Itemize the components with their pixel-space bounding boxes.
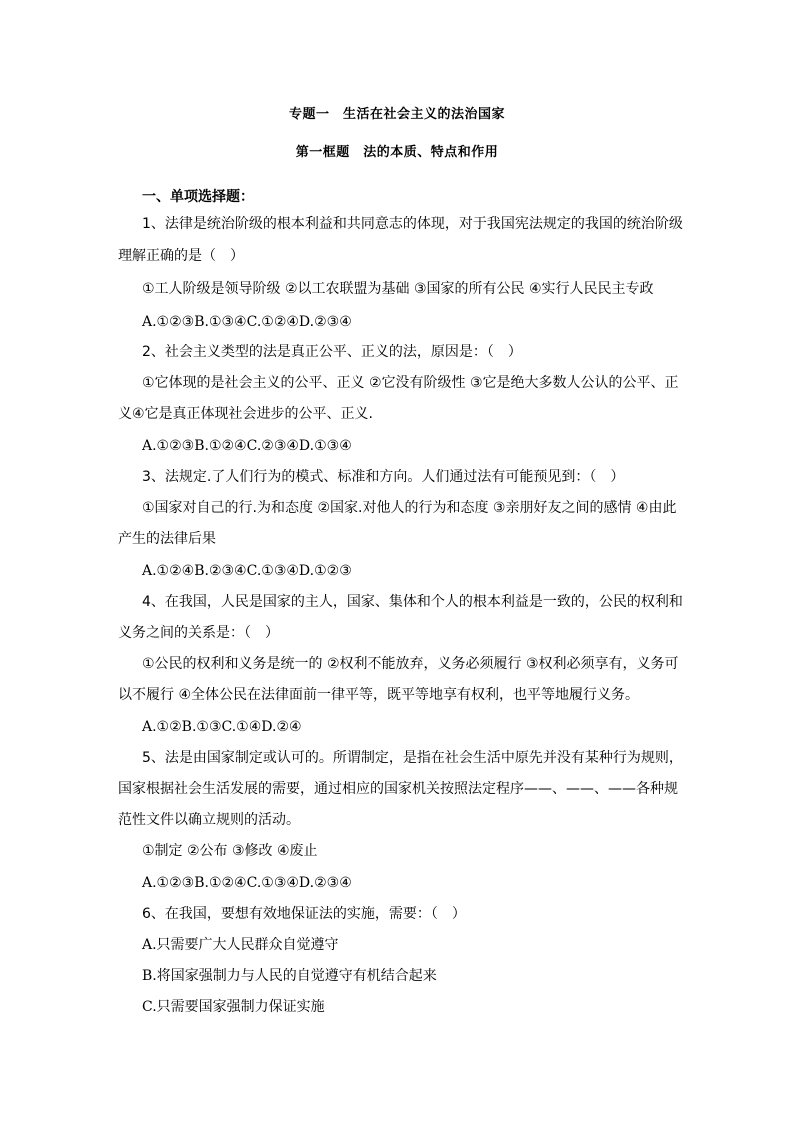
question-6-stem: 6、在我国，要想有效地保证法的实施，需要：（ ） [142,906,466,922]
section-heading: 一、单项选择题： [142,189,254,205]
question-3-stem: 3、法规定.了人们行为的模式、标准和方向。人们通过法有可能预见到：（ ） [142,469,625,485]
question-1-items: ①工人阶级是领导阶级 ②以工农联盟为基础 ③国家的所有公民 ④实行人民民主专政 [142,281,654,297]
question-2-stem: 2、社会主义类型的法是真正公平、正义的法，原因是：（ ） [142,344,522,360]
question-6-option-a: A.只需要广大人民群众自觉遵守 [142,937,339,953]
question-2-items-continued: 义④它是真正体现社会进步的公平、正义. [118,406,373,422]
question-6-option-c: C.只需要国家强制力保证实施 [142,999,325,1015]
question-1-stem-continued: 理解正确的是（ ） [118,248,244,264]
lesson-title: 第一框题 法的本质、特点和作用 [295,145,499,160]
question-2-options: A.①②③B.①②④C.②③④D.①③④ [142,438,352,454]
question-6-option-b: B.将国家强制力与人民的自觉遵守有机结合起来 [142,968,437,984]
question-5-items: ①制定 ②公布 ③修改 ④废止 [142,843,318,859]
question-4-items: ①公民的权利和义务是统一的 ②权利不能放弃，义务必须履行 ③权利必须享有，义务可 [142,656,679,672]
question-5-stem-continued: 国家根据社会生活发展的需要，通过相应的国家机关按照法定程序——、——、——各种规 [118,781,678,797]
question-5-stem: 5、法是由国家制定或认可的。所谓制定，是指在社会生活中原先并没有某种行为规则， [142,750,683,766]
question-5-options: A.①②③B.①②④C.①③④D.②③④ [142,875,352,891]
question-3-items-continued: 产生的法律后果 [118,531,216,547]
question-1-options: A.①②③B.①③④C.①②④D.②③④ [142,314,352,330]
document-title: 专题一 生活在社会主义的法治国家 [288,107,505,122]
question-4-stem: 4、在我国，人民是国家的主人，国家、集体和个人的根本利益是一致的，公民的权利和 [142,594,683,610]
question-4-items-continued: 以不履行 ④全体公民在法律面前一律平等，既平等地享有权利，也平等地履行义务。 [118,687,639,703]
question-5-stem-end: 范性文件以确立规则的活动。 [118,812,300,828]
question-2-items: ①它体现的是社会主义的公平、正义 ②它没有阶级性 ③它是绝大多数人公认的公平、正 [142,375,679,391]
question-3-options: A.①②④B.②③④C.①③④D.①②③ [142,563,352,579]
question-3-items: ①国家对自己的行.为和态度 ②国家.对他人的行为和态度 ③亲朋好友之间的感情 ④由此 [142,500,677,516]
question-1-stem: 1、法律是统治阶级的根本利益和共同意志的体现，对于我国宪法规定的我国的统治阶级 [142,216,683,232]
question-4-options: A.①②B.①③C.①④D.②④ [142,719,302,735]
question-4-stem-continued: 义务之间的关系是：（ ） [118,625,279,641]
